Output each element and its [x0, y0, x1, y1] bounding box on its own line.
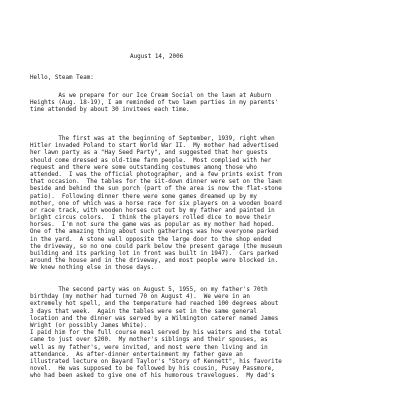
paragraph-ice-cream-social	[30, 93, 278, 115]
letter-date: August 14, 2006	[130, 54, 184, 60]
letter-greeting: Hello, Steam Team:	[30, 75, 94, 81]
text-line: came to just over $200. My mother's siblings and their spouses, as	[30, 337, 268, 344]
text-line: that occasion. The tables for the sit-down dinner were set on the lawn	[30, 179, 282, 186]
text-line: or race track, with wooden horses cut out by my father and painted in	[30, 207, 275, 214]
text-line: the driveway, so no one could park below the present garage (the museum	[30, 243, 282, 250]
text-line: well as my father's, were invited, and most were then living and in	[30, 344, 268, 351]
text-line: attended. I was the official photographer, and a few prints exist from	[30, 171, 282, 178]
text-line: request and there were some outstanding costumes among those who	[30, 164, 257, 171]
paragraph-birthday-party	[30, 287, 282, 380]
text-line: The second party was on August 5, 1955, on my father's 70th	[30, 287, 268, 293]
text-line: time attended by about 30 invitees each time.	[30, 107, 190, 114]
text-line: Hitler invaded Poland to start World War II. My mother had advertised	[30, 143, 279, 150]
text-line: patio). Following dinner there were some games dreamed up by my	[30, 193, 257, 200]
text-line: I paid him for the full course meal served by his waiters and the total	[30, 330, 282, 337]
text-line: in the yard. A stone wall opposite the large door to the shop ended	[30, 236, 272, 243]
text-line: 3 days that week. Again the tables were set in the same general	[30, 308, 257, 315]
text-line: building and its parking lot in front was built in 1947). Cars parked	[30, 251, 279, 257]
text-line: horses. I'm not sure the game was as popular as my mother had hoped.	[30, 222, 275, 229]
text-line: bright circus colors. I think the players rolled dice to move their	[30, 215, 272, 222]
text-line: extremely hot spell, and the temperature had reached 100 degrees about	[30, 301, 279, 308]
text-line: around the house and in the driveway, and most people were blocked in.	[30, 258, 279, 265]
text-line: novel. He was supposed to be followed by his cousin, Pusey Passmore,	[30, 366, 275, 373]
text-line: birthday (my mother had turned 70 on August 4). We were in an	[30, 294, 250, 301]
text-line: who had been asked to give one of his humorous travelogues. My dad's	[30, 373, 275, 380]
text-line: Wright (or possibly James White).	[30, 322, 148, 329]
text-line: should come dressed as old-time farm people. Most complied with her	[30, 157, 272, 164]
text-line: We knew nothing else in those days.	[30, 265, 155, 272]
text-line: location and the dinner was served by a Wilmington caterer named James	[30, 315, 279, 322]
text-line: The first was at the beginning of September, 1939, right when	[30, 136, 275, 142]
text-line: beside and behind the sun porch (part of the area is now the flat-stone	[30, 186, 282, 193]
text-line: mother, one of which was a horse race for six players on a wooden board	[30, 200, 282, 207]
paragraph-hay-seed-party	[30, 136, 282, 273]
text-line: As we prepare for our Ice Cream Social on the lawn at Auburn	[30, 93, 272, 99]
text-line: attendance. As after-dinner entertainment my father gave an	[30, 351, 243, 358]
text-line: her lawn party as a "Hay Seed Party", and suggested that her guests	[30, 150, 268, 157]
text-line: illustrated lecture on Bayard Taylor's "Story of Kennett", his favorite	[30, 358, 282, 365]
text-line: Heights (Aug. 18-19), I am reminded of two lawn parties in my parents'	[30, 100, 279, 107]
text-line: One of the amazing thing about such gatherings was how everyone parked	[30, 229, 279, 236]
